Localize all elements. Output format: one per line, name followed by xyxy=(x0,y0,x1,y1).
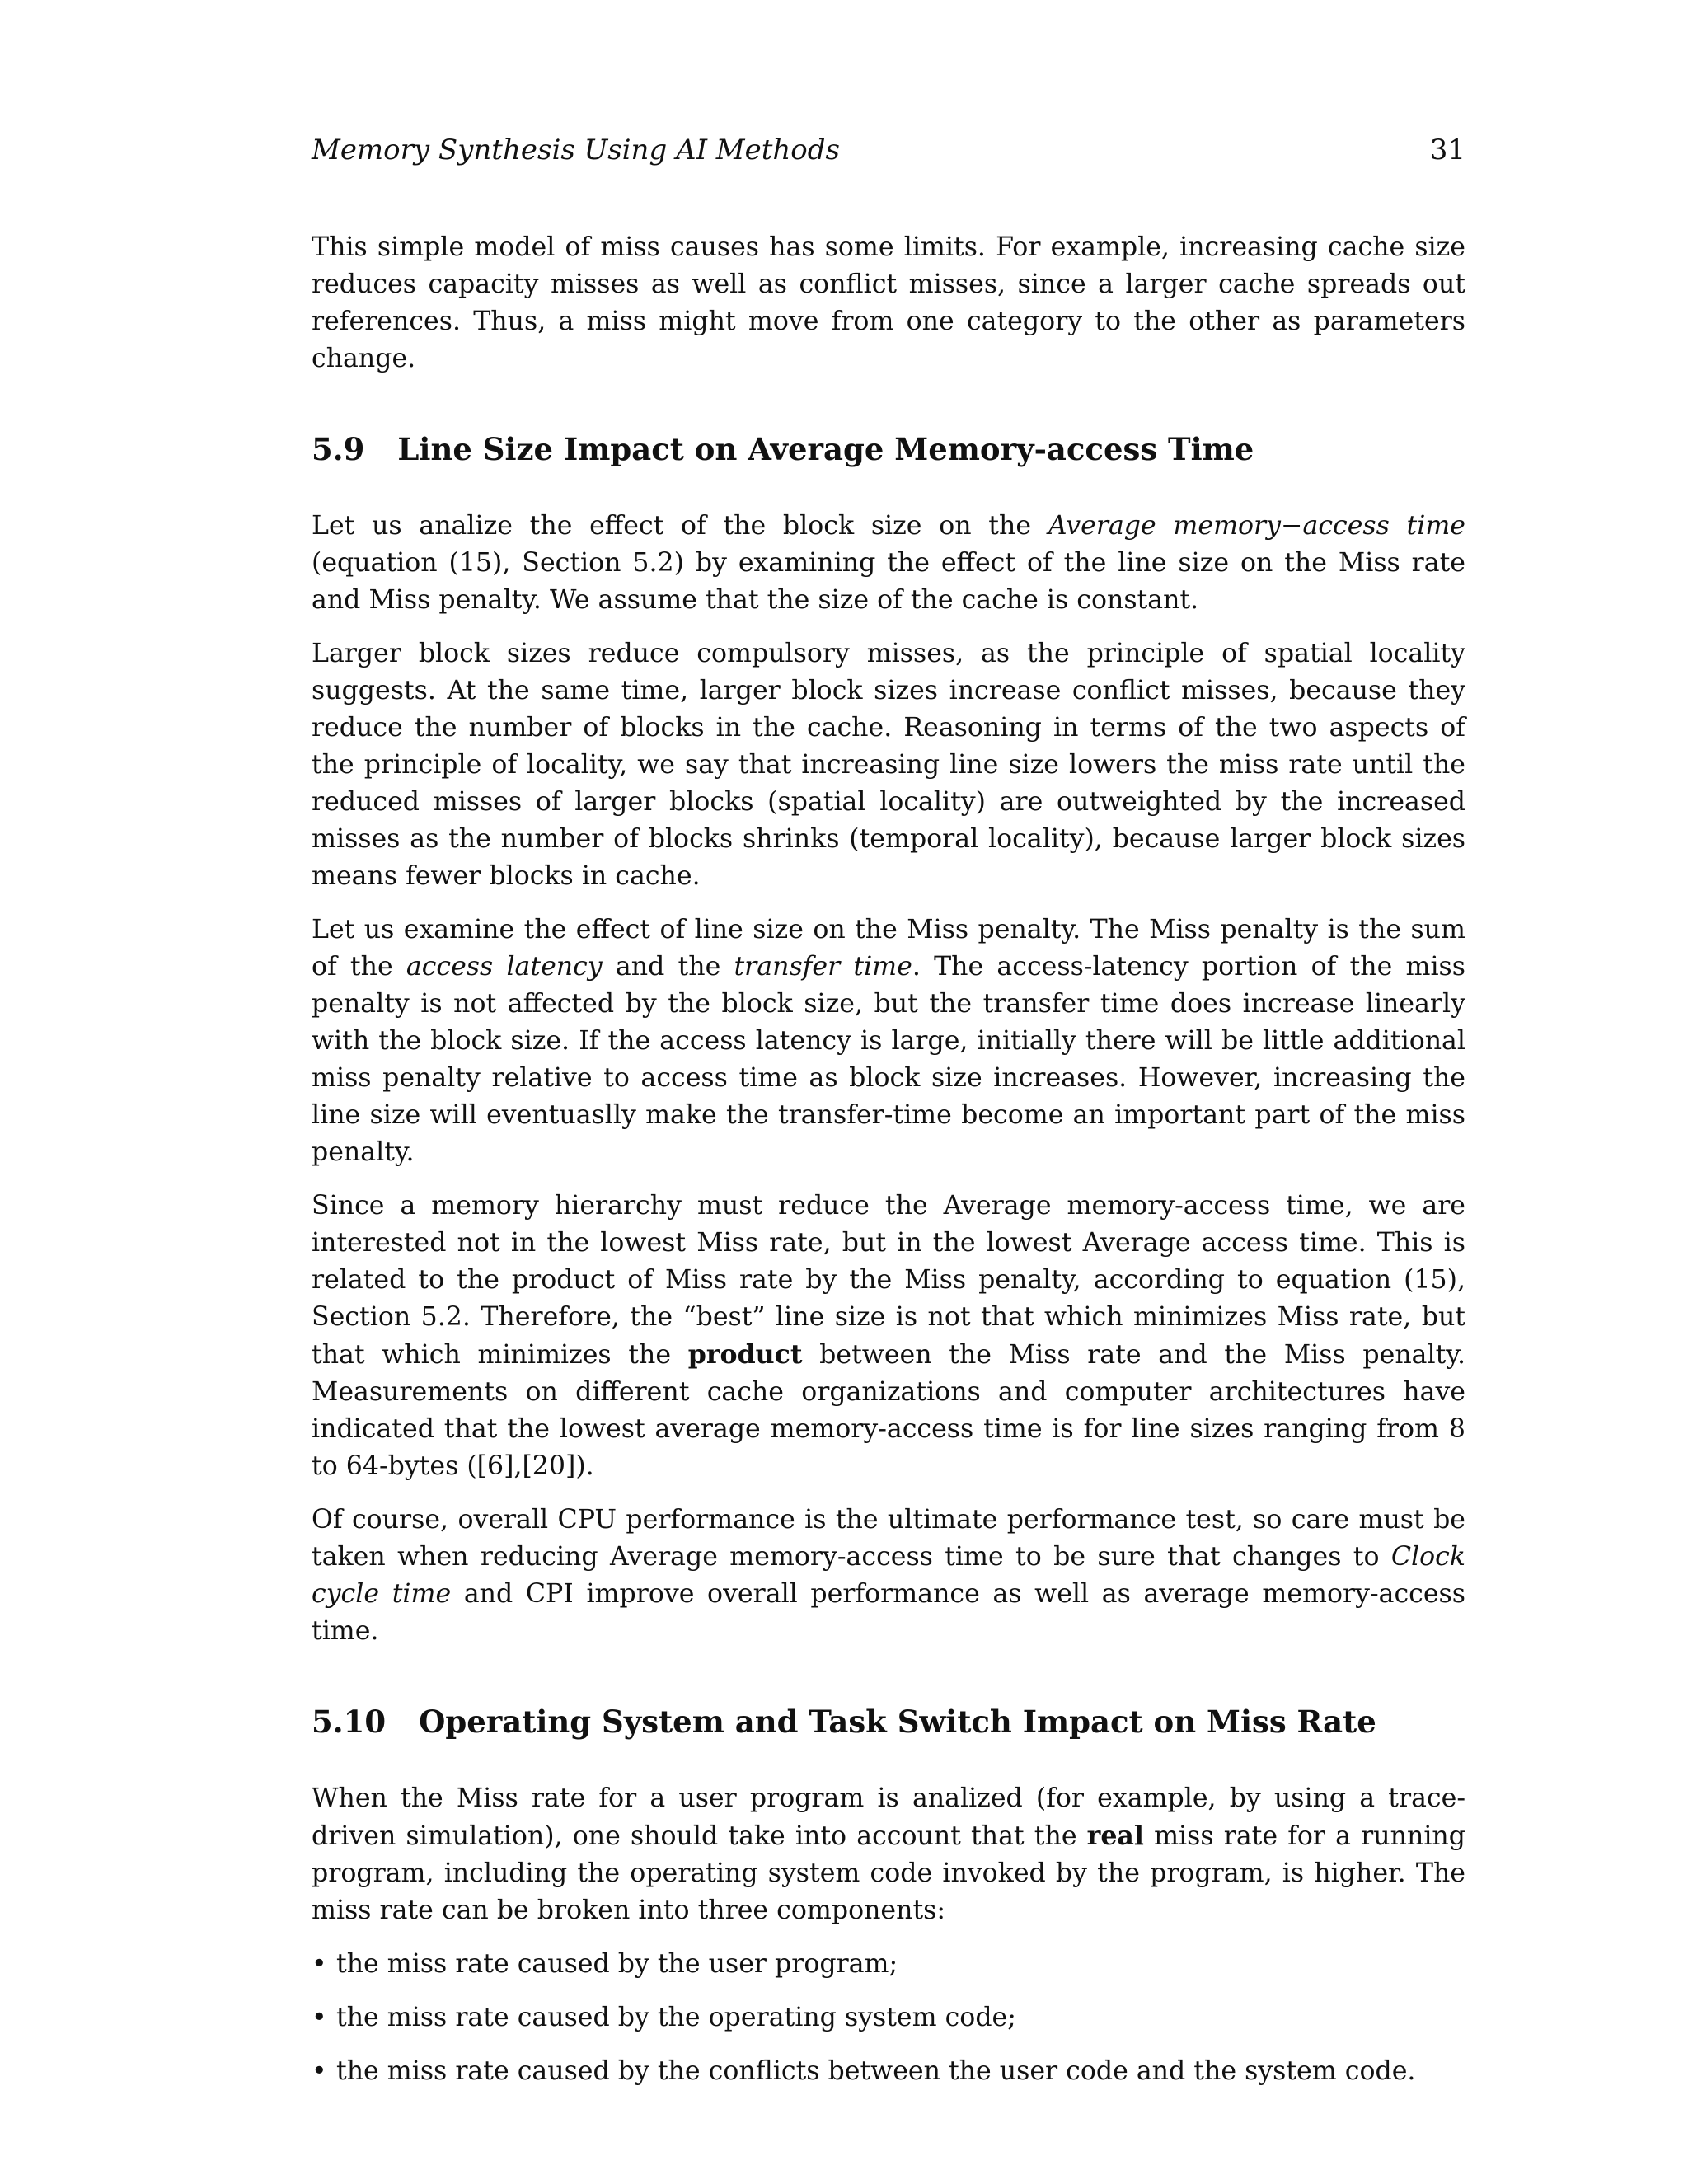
list-item xyxy=(312,1999,1465,2036)
bold-text: product xyxy=(687,1339,803,1370)
paragraph xyxy=(312,1188,1465,1485)
text-run: between the Miss rate and the Miss penalty. Measurements on different cache organizations and computer architectures have indicated that the lowest average memory-access time is for line sizes ranging from 8 to 64-bytes ([6],[20]). xyxy=(312,1340,1465,1481)
intro-paragraph: This simple model of miss causes has some limits. For example, increasing cache size reduces capacity misses as well as conflict misses, since a larger cache spreads out references. Thus, a miss might move from one category to the other as parameters change. xyxy=(312,232,1465,373)
list-item-text: the miss rate caused by the conflicts between the user code and the system code. xyxy=(336,2056,1416,2086)
page-number: 31 xyxy=(1429,134,1465,166)
bullet-list xyxy=(312,1946,1465,2090)
section-heading-5-10 xyxy=(312,1701,1465,1742)
list-item xyxy=(312,2053,1465,2090)
list-item-text: the miss rate caused by the user program; xyxy=(336,1949,898,1979)
text-run: When the Miss rate for a user program is analized (for example, by using a trace-driven simulation), one should take into account that the xyxy=(312,1783,1465,1851)
section-number: 5.9 xyxy=(312,431,365,467)
body-text xyxy=(312,229,1465,2107)
section-heading-5-9 xyxy=(312,429,1465,470)
bullet-icon: • xyxy=(312,2003,327,2032)
text-run: Of course, overall CPU performance is the ultimate performance test, so care must be taken when reducing Average memory-access time to be sure that changes to xyxy=(312,1505,1465,1572)
text-run: and the xyxy=(602,952,734,982)
paragraph xyxy=(312,912,1465,1171)
bold-text: real xyxy=(1086,1821,1144,1851)
text-run: Let us analize the effect of the block size on the xyxy=(312,511,1048,541)
bullet-icon: • xyxy=(312,1949,327,1979)
text-run: miss rate for a running program, including the operating system code invoked by the program, is higher. The miss rate can be broken into three components: xyxy=(312,1821,1465,1925)
section-title: Operating System and Task Switch Impact on Miss Rate xyxy=(419,1704,1376,1740)
paragraph: Larger block sizes reduce compulsory misses, as the principle of spatial locality suggests. At the same time, larger block sizes increase conflict misses, because they reduce the number of blocks in the cache. Reasoning in terms of the two aspects of the principle of locality, we say that increasing line size lowers the miss rate until the reduced misses of larger blocks (spatial locality) are outweighted by the increased misses as the number of blocks shrinks (temporal locality), because larger block sizes means fewer blocks in cache. xyxy=(312,639,1465,891)
text-run: Since a memory hierarchy must reduce the Average memory-access time, we are interested not in the lowest Miss rate, but in the lowest Average access time. This is related to the product of Miss rate by the Miss penalty, according to equation (15), Section 5.2. Therefore, the “best” line size is not that which minimizes Miss rate, but that which minimizes the xyxy=(312,1191,1465,1370)
section-title: Line Size Impact on Average Memory-access Time xyxy=(397,431,1254,467)
emphasis-text: Average memory−access time xyxy=(1048,511,1465,541)
running-header xyxy=(312,130,1465,170)
emphasis-text: transfer time xyxy=(734,952,912,982)
text-run: Let us examine the effect of line size on the Miss penalty. The Miss penalty is the sum of the xyxy=(312,915,1465,982)
text-run: and CPI improve overall performance as well as average memory-access time. xyxy=(312,1579,1465,1646)
list-item-text: the miss rate caused by the operating system code; xyxy=(336,2003,1016,2032)
emphasis-text: Clock cycle time xyxy=(312,1542,1465,1609)
bullet-icon: • xyxy=(312,2056,327,2086)
text-run: . The access-latency portion of the miss penalty is not affected by the block size, but the transfer time does increase linearly with the block size. If the access latency is large, initially there will be little additional miss penalty relative to access time as block size increases. However, increasing the line size will eventuaslly make the transfer-time become an important part of the miss penalty. xyxy=(312,952,1465,1167)
list-item xyxy=(312,1946,1465,1983)
section-number: 5.10 xyxy=(312,1704,387,1740)
paragraph xyxy=(312,1502,1465,1650)
running-title: Memory Synthesis Using AI Methods xyxy=(312,134,840,166)
text-run: (equation (15), Section 5.2) by examining the effect of the line size on the Miss rate and Miss penalty. We assume that the size of the cache is constant. xyxy=(312,548,1465,615)
emphasis-text: access latency xyxy=(406,952,603,982)
paragraph xyxy=(312,1780,1465,1929)
paragraph xyxy=(312,508,1465,619)
